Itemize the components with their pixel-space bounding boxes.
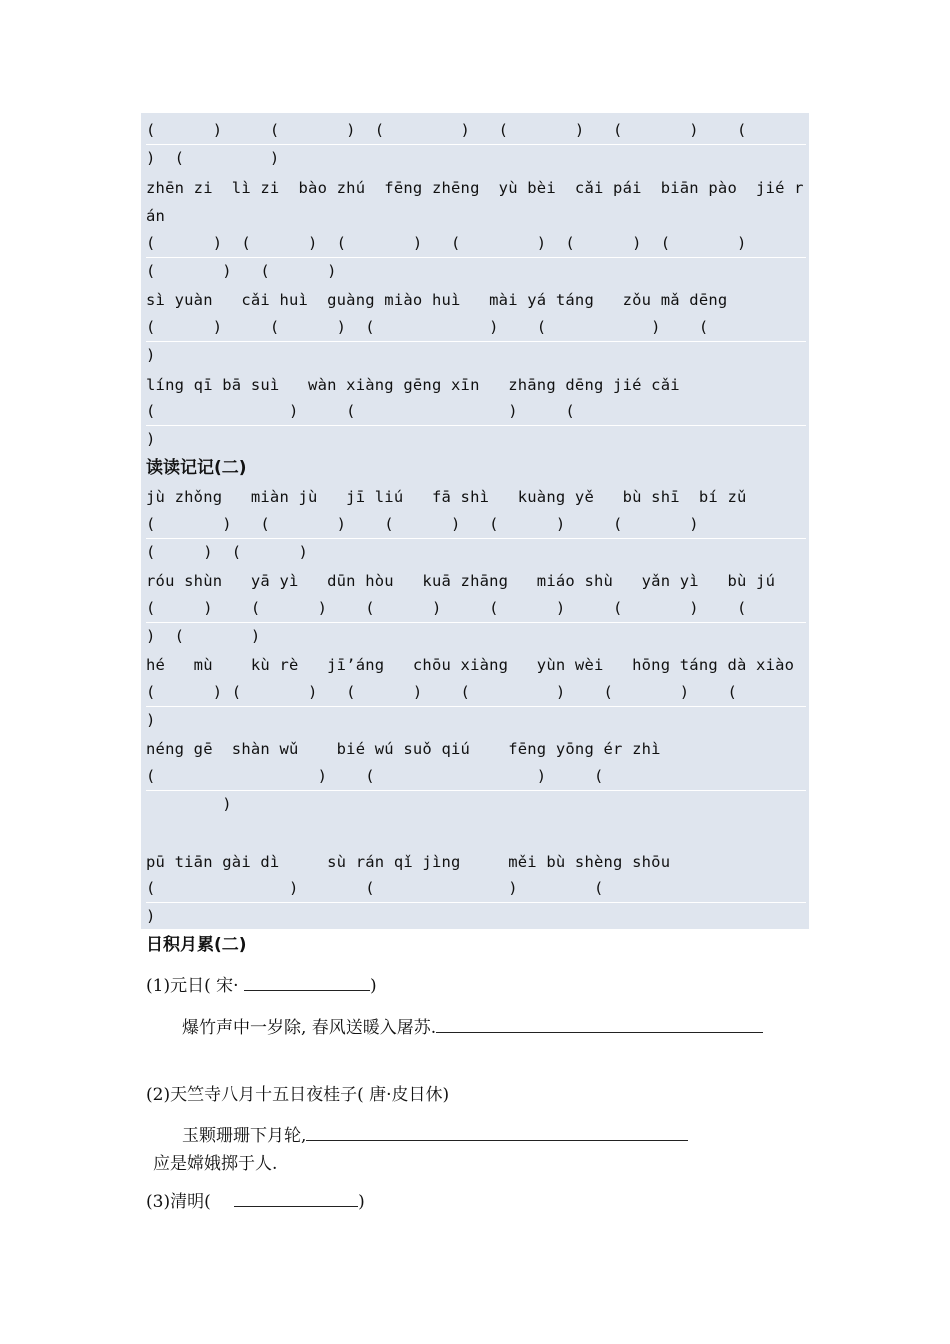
poem-title-close: ) <box>358 1192 365 1212</box>
poem-line-text: 玉颗珊珊下月轮, <box>182 1126 307 1146</box>
paren-row: ) <box>146 907 156 925</box>
paren-row: ( ) ( ) ( ) ( ) ( ) <box>146 510 806 539</box>
answer-blank[interactable] <box>436 1014 763 1033</box>
pinyin-row: hé mù kù rè jī’áng chōu xiàng yùn wèi hōng táng dà xiào <box>146 656 795 674</box>
author-blank[interactable] <box>244 972 370 991</box>
poem-line-text: 爆竹声中一岁除, 春风送暖入屠苏. <box>182 1018 437 1038</box>
poem-title <box>146 972 377 1000</box>
pinyin-row: pū tiān gài dì sù rán qǐ jìng měi bù shèng shōu <box>146 853 671 871</box>
paren-row: ) ( ) <box>146 627 261 645</box>
paren-row: ( ) ( ) <box>146 543 309 561</box>
answer-blank[interactable] <box>306 1122 688 1141</box>
paren-row: ( ) ( ) <box>146 262 337 280</box>
paren-row: ) <box>146 430 156 448</box>
section-heading: 日积月累(二) <box>146 935 247 955</box>
paren-row: ( ) ( ) ( ) ( ) ( <box>146 313 806 342</box>
pinyin-row: róu shùn yā yì dūn hòu kuā zhāng miáo shù yǎn yì bù jú <box>146 572 776 590</box>
paren-row: ) <box>146 346 156 364</box>
paren-row: ( ) ( ) ( ) ( ) ( ) ( <box>146 116 806 145</box>
poem-title-close: ) <box>369 976 377 996</box>
paren-row: ( ) ( ) ( ) ( ) ( ) ( <box>146 678 806 707</box>
pinyin-row: líng qī bā suì wàn xiàng gēng xīn zhāng dēng jié cǎi <box>146 376 680 394</box>
poem-title: (2)天竺寺八月十五日夜桂子( 唐·皮日休) <box>146 1085 450 1105</box>
poem-line: 应是嫦娥掷于人. <box>153 1154 278 1174</box>
paren-row: ) ( ) <box>146 149 280 167</box>
pinyin-row: zhēn zi lì zi bào zhú fēng zhēng yù bèi cǎi pái biān pào jié r <box>146 179 804 197</box>
pinyin-row: néng gē shàn wǔ bié wú suǒ qiú fēng yōng ér zhì <box>146 740 661 758</box>
paren-row: ( ) ( ) ( <box>146 874 806 903</box>
section-heading: 读读记记(二) <box>146 458 247 478</box>
pinyin-row: án <box>146 207 166 225</box>
poem-line <box>182 1122 688 1150</box>
paren-row: ) <box>146 711 156 729</box>
paren-row: ( ) ( ) ( <box>146 397 806 426</box>
author-blank[interactable] <box>234 1188 358 1207</box>
pinyin-row: jù zhǒng miàn jù jī liú fā shì kuàng yě bù shī bí zǔ <box>146 488 747 506</box>
paren-row: ( ) ( ) ( ) ( ) ( ) ( ) <box>146 229 806 258</box>
paren-row: ) <box>146 795 232 813</box>
poem-title-text: (3)清明( <box>146 1192 211 1212</box>
pinyin-row: sì yuàn cǎi huì guàng miào huì mài yá táng zǒu mǎ dēng <box>146 291 728 309</box>
poem-line <box>182 1014 763 1042</box>
paren-row: ( ) ( ) ( <box>146 762 806 791</box>
poem-title-text: (1)元日( 宋· <box>146 976 239 996</box>
paren-row: ( ) ( ) ( ) ( ) ( ) ( <box>146 594 806 623</box>
poem-title <box>146 1188 365 1216</box>
